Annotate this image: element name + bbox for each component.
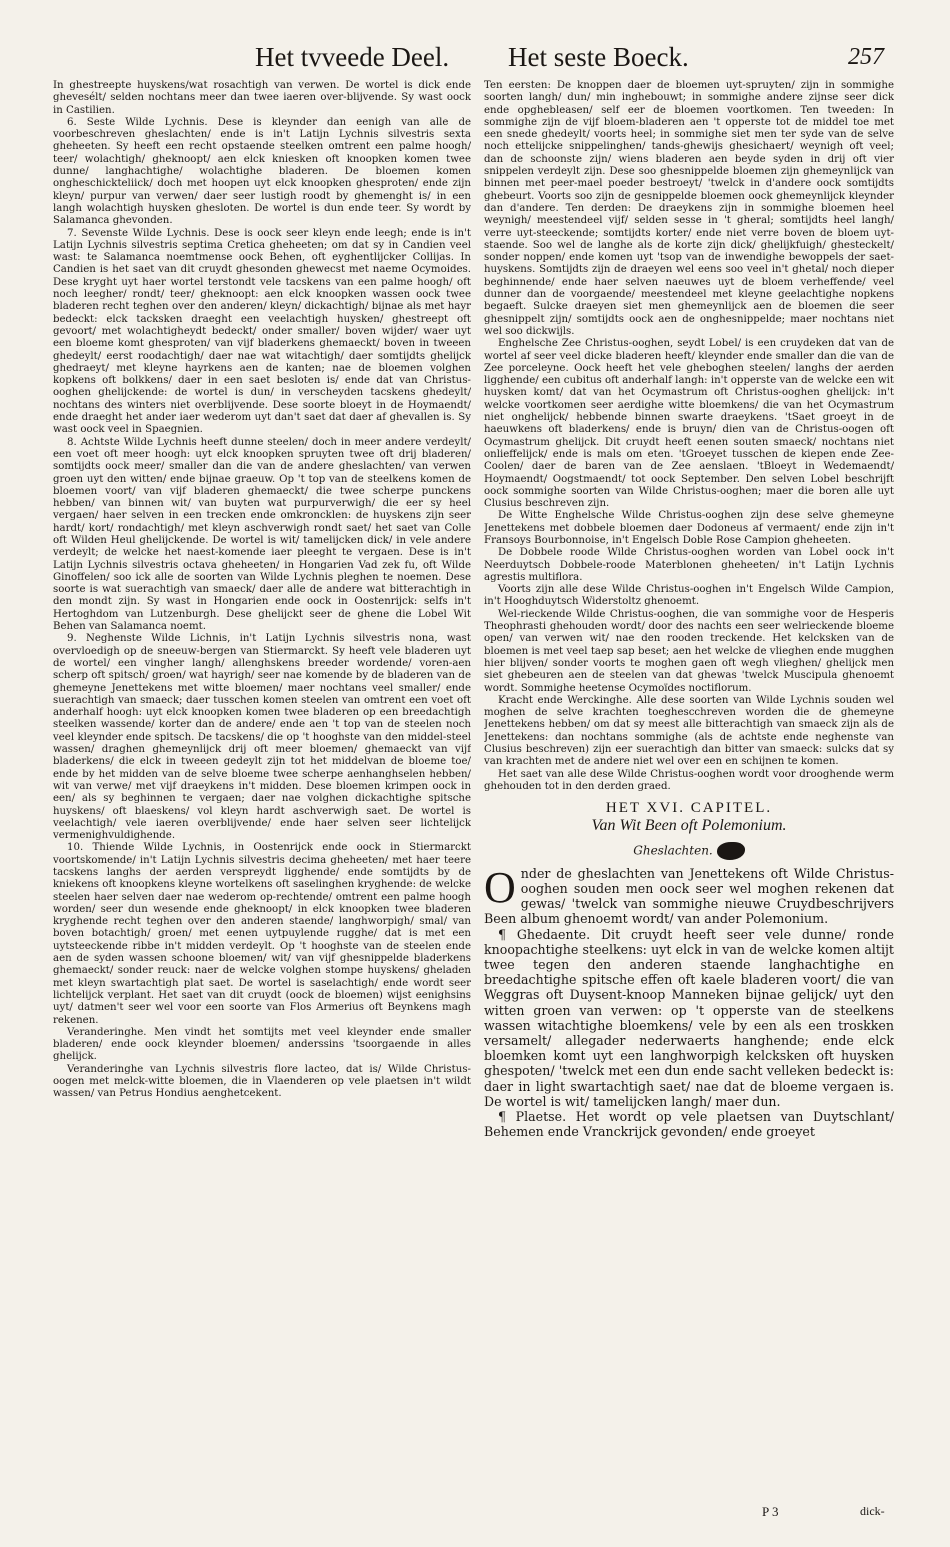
paragraph: In ghestreepte huyskens/wat rosachtigh van verwen. De wortel is dick ende ghevesélt/ selden nochtans meer dan twee iaeren over-blijvende. Sy wast oock in Castilien. [53, 80, 471, 116]
paragraph: Enghelsche Zee Christus-ooghen, seydt Lobel/ is een cruydeken dat van de wortel af seer veel dicke bladeren heeft/ kleynder ende smaller dan die van de Zee porceleyne. Oock heeft het vele gheboghen steelen/ langhs der aerden ligghende/ een cubitus oft anderhalf langh: in't opperste van de welcke een wit huysken komt/ dat van het Ocymastrum oft Christus-ooghen ghelijck: in't welcke voortkomen seer aerdighe witte bloemkens/ die van het Ocymastrum niet onghelijck/ hebbende binnen swarte draeykens. 'tSaet groeyt in de haeuwkens oft bladerkens/ ende is bruyn/ dien van de Christus-oogen oft Ocymastrum ghelijck. Dit cruydt heeft eenen souten smaeck/ nochtans niet onlieffelijck/ ende is mals om eten. 'tGroeyet tusschen de kiepen ende Zee-Coolen/ daer de baren van de Zee aenslaen. 'tBloeyt in Wedemaendt/ Hoymaendt/ Oogstmaendt/ tot oock September. Den selven Lobel beschrijft oock sommighe soorten van Wilde Christus-ooghen; maer die boren alle uyt Clusius beschreven zijn. [484, 338, 894, 510]
paragraph: 10. Thiende Wilde Lychnis, in Oostenrijck ende oock in Stiermarckt voortskomende/ in't Latijn Lychnis silvestris decima gheheeten/ met haer teere tacskens langhs der aerden verspreydt ligghende/ ende somtijdts by de kniekens oft knoopkens kleyne wortelkens oft saselinghen kryghende: de welcke steelen haer selven daer nae wederom op-rechtende/ omtrent een palme hoogh worden/ seer dun wesende ende gheknoopt/ in elck knoopken twee bladeren kryghende recht teghen over den anderen staende/ langhworpigh/ smal/ van boven botachtigh/ groen/ met eenen uytpuylende rugghe/ dat is met een uytsteeckende ribbe in't midden verdeylt. Op 't hooghste van de steelen ende aen de syden wassen schoone bloemen/ wit/ van vijf ghesnippelde bladerkens ghemaeckt/ sonder reuck: naer de welcke volghen stompe huyskens/ gheladen met kleyn swartachtigh plat saet. De wortel is saselachtigh/ ende wordt seer lichtelijck verplant. Het saet van dit cruydt (oock de bloemen) wijst eenighsins uyt/ datmen't seer wel voor een soorte van Flos Armerius oft Beynkens magh rekenen. [53, 842, 471, 1026]
right-column [484, 80, 894, 1490]
paragraph: ¶ Plaetse. Het wordt op vele plaetsen van Duytschlant/ Behemen ende Vranckrijck gevonden/ ende groeyet [484, 1109, 894, 1140]
chapter-heading: HET XVI. CAPITEL. [605, 800, 773, 817]
paragraph: Ten eersten: De knoppen daer de bloemen uyt-spruyten/ zijn in sommighe soorten langh/ dun/ min inghebouwt; in sommighe andere zijnse seer dick ende opghebleasen/ self eer de bloemen voortkomen. Ten tweeden: In sommighe zijn de vijf bloem-bladeren aen 't opperste tot de middel toe met een snede ghedeylt/ voorts heel; in sommighe siet men ter syde van de selve noch ettelijcke snippelinghen/ tands-ghewijs ghesichaert/ weynigh oft veel; dan de schoonste zijn/ wiens bladeren aen beyde syden in drij oft vier snippelen verdeylt zijn. Dese soo ghesnippelde bloemen zijn ghemeynlijck van binnen met peer-mael poeder bestroeyt/ 'twelck in d'andere oock somtijdts ghebeurt. Voorts soo zijn de gesnippelde bloemen oock ghemeynlijck kleynder dan d'andere. Ten derden: De draeykens zijn in sommighe bloemen heel weynigh/ meestendeel vijf/ selden sesse in 't gheral; somtijdts heel langh/ verre uyt-steeckende; somtijdts korter/ ende niet verre boven de bloem uyt-staende. Soo wel de langhe als de korte zijn dick/ ghelijkfuigh/ ghesteckelt/ sonder noppen/ ende komen uyt 'tsop van de inwendighe bewoppels der saet-huyskens. Somtijdts zijn de draeyen wel eens soo veel in't ghetal/ noch dieper beghinnende/ ende haer selven naeuwes uyt de bloem verheffende/ veel dunner dan de voorgaende/ meestendeel met kleyne geelachtighe nopkens begaeft. Sulcke draeyen siet men ghemeynlijck aen de bloemen die seer ghesnippelt zijn/ somtijdts oock aen de onghesnippelde; maer nochtans niet wel soo dickwijls. [484, 80, 894, 337]
page-number: 257 [848, 44, 884, 70]
paragraph: De Witte Enghelsche Wilde Christus-ooghen zijn dese selve ghemeyne Jenettekens met dobbele bloemen daer Dodoneus af vermaent/ ende zijn in't Fransoys Bourbonnoise, in't Engelsch Doble Rose Campion gheheeten. [484, 510, 894, 546]
section-subheading [484, 842, 894, 860]
subheading-text: Gheslachten. [633, 843, 713, 858]
paragraph: De Dobbele roode Wilde Christus-ooghen worden van Lobel oock in't Neerduytsch Dobbele-roode Materblonen gheheeten/ in't Latijn Lychnis agrestis multiflora. [484, 547, 894, 583]
chapter-title: Van Wit Been oft Polemonium. [591, 816, 787, 834]
signature-mark: P 3 [762, 1504, 779, 1519]
paragraph: ¶ Ghedaente. Dit cruydt heeft seer vele dunne/ ronde knoopachtighe steelkens: uyt elck in van de welcke komen altijt twee tegen den anderen staende langhachtighe en breedachtighe spitsche effen oft kaele bladeren voort/ die van Weggras oft Duysent-knoop Manneken bijnae gelijck/ uyt den witten groen van verwen: op 't opperste van de steelkens wassen witachtighe bloemkens/ vele by een als een troskken versamelt/ allegader nederwaerts hanghende; ende elck bloemken komt uyt een langhworpigh kelcksken oft huysken ghespoten/ 'twelck met een dun ende sacht velleken bedeckt is: daer in light swartachtigh saet/ nae dat de bloeme vergaen is. De wortel is wit/ tamelijcken langh/ maer dun. [484, 926, 894, 1109]
opening-text: nder de gheslachten van Jenettekens oft Wilde Christus-ooghen souden men oock seer wel moghen rekenen dat gewas/ 'twelck van sommighe nieuwe Cruydbeschrijvers Been album ghenoemt wordt/ van ander Polemonium. [484, 865, 894, 927]
paragraph: Voorts zijn alle dese Wilde Christus-ooghen in't Engelsch Wilde Campion, in't Hooghduytsch Widerstoltz ghenoemt. [484, 584, 894, 608]
left-column [53, 80, 471, 1490]
paragraph: Veranderinghe. Men vindt het somtijts met veel kleynder ende smaller bladeren/ ende oock kleynder bloemen/ anderssins 'tsoorgaende in alles ghelijck. [53, 1026, 471, 1063]
paragraph: 8. Achtste Wilde Lychnis heeft dunne steelen/ doch in meer andere verdeylt/ een voet oft meer hoogh: uyt elck knoopken spruyten twee oft drij bladeren/ somtijdts oock meer/ smaller dan die van de andere gheslachten/ van verwen groen uyt den witten/ ende bijnae graeuw. Op 't top van de steelkens komen de bloemen voort/ van vijf bladeren ghemaeckt/ die twee scherpe punckens hebben/ van binnen wit/ van buyten wat purpurverwigh/ die eer sy heel vergaen/ haer selven in een trecken ende omkroncklen: de huyskens zijn seer hardt/ kort/ rondachtigh/ met kleyn aschverwigh rondt saet/ het saet van Colle oft Wilden Heul ghelijckende. De wortel is wit/ tamelijcken dick/ in vele andere verdeylt; de welcke het naest-komende iaer pleeght te vergaen. Dese is in't Latijn Lychnis silvestris octava gheheeten/ in Hongarien Vad zek fu, oft Wilde Ginoffelen/ soo ick alle de soorten van Wilde Lychnis pleghen te noemen. Dese soorte is wat suerachtigh van smaeck/ daer alle de andere wat bitterachtigh in den mondt zijn. Sy wast in Hongarien ende oock in Oostenrijck: selfs in't Hertoghdom van Lutzenburgh. Dese ghelijckt seer de ghene die Lobel Wit Behen van Salamanca noemt. [53, 436, 471, 633]
paragraph: 9. Neghenste Wilde Lichnis, in't Latijn Lychnis silvestris nona, wast overvloedigh op de sneeuw-bergen van Stiermarckt. Sy heeft vele bladeren uyt de wortel/ een vingher langh/ allenghskens breeder wordende/ voren-aen scherp oft spitsch/ groen/ wat hayrigh/ seer nae komende by de bladeren van de ghemeyne Jenettekens met witte bloemen/ maer nochtans veel smaller/ ende suerachtigh van smaeck; daer tusschen komen steelen van omtrent een voet oft anderhalf hoogh: uyt elck knoopken komen twee bladeren op een breedachtigh steelken wassende/ korter dan de andere/ ende aen 't top van de steelen noch veel kleynder ende spitsch. De tacskens/ die op 't hooghste van den middel-steel wassen/ draghen ghemeynlijck drij oft meer bloemen/ ghemaeckt van vijf bladerkens/ die elck in tweeen gedeylt zijn tot het middelvan de bloeme toe/ ende by het midden van de selve bloeme twee scherpe aenhanghselen hebben/ wit van verwe/ met vijf draeykens in't midden. Dese bloemen krimpen oock in een/ als sy beghinnen te vergaen; daer nae volghen dickachtighe spitsche huyskens/ oft blaeskens/ vol kleyn hardt aschverwigh saet. De wortel is veelachtigh/ vele iaeren overblijvende/ ende haer selven seer lichtelijck vermenighvuldighende. [53, 633, 471, 842]
paragraph: Wel-rieckende Wilde Christus-ooghen, die van sommighe voor de Hesperis Theophrasti ghehouden wordt/ door des nachts een seer welrieckende bloeme open/ van verwen wit/ nae den rooden treckende. Het kelcksken van de bloemen is met veel taep sap beset; aen het welcke de vlieghen ende mugghen hier blijven/ sonder voorts te moghen gaen oft wegh vlieghen/ ghelijck men siet ghebeuren aen de steelen van dat ghewas 'twelck Muscipula ghenoemt wordt. Sommighe heetense Ocymoïdes noctiflorum. [484, 608, 894, 694]
ink-blot [717, 842, 745, 860]
paragraph: Kracht ende Werckinghe. Alle dese soorten van Wilde Lychnis souden wel moghen de selve krachten toeghescchreven worden die de ghemeyne Jenettekens hebben/ om dat sy meest alle bitterachtigh van smaeck zijn als de Jenettekens: dan nochtans sommighe (als de achtste ende neghenste van Clusius beschreven) zijn eer suerachtigh dan bitter van smaeck: sulcks dat sy van krachten met de andere niet wel over een en schijnen te komen. [484, 694, 894, 768]
running-head-right: Het seste Boeck. [508, 42, 689, 72]
chapter-body [484, 862, 894, 1140]
running-head-left: Het tvveede Deel. [255, 42, 450, 72]
catchword: dick- [860, 1504, 885, 1518]
paragraph: Het saet van alle dese Wilde Christus-ooghen wordt voor drooghende werm ghehouden tot in den derden graed. [484, 768, 894, 792]
paragraph: 7. Sevenste Wilde Lychnis. Dese is oock seer kleyn ende leegh; ende is in't Latijn Lychnis silvestris septima Cretica gheheeten; om dat sy in Candien veel wast: te Salamanca noemtmense oock Behen, oft eyghentlijcker Collijas. In Candien is het saet van dit cruydt ghesonden ghewecst met naeme Ocymoides. Dese kryght uyt haer wortel terstondt vele tacskens van een palme hoogh/ oft noch leegher/ rondt/ teer/ gheknoopt: aen elck knoopken wassen oock twee bladeren recht teghen over den anderen/ kleyn/ dickachtigh/ bijnae als met hayr bedeckt: elck tacksken draeght een veelachtigh huysken/ ghestreept oft gevoort/ met wolachtigheydt bedeckt/ onder smaller/ boven wijder/ waer uyt een bloeme komt ghesproten/ van vijf bladerkens ghemaeckt/ boven in tweeen ghedeylt/ eerst roodachtigh/ daer nae wat witachtigh/ daer somtijdts ghelijck ghedraeyt/ met kleyne hayrkens aen de kanten; nae de bloemen volghen kopkens oft bolkkens/ daer in een saet besloten is/ ende dat van Christus-ooghen ghelijckende: de wortel is dun/ in verscheyden tacskens ghedeylt/ nochtans des winters niet overblijvende. Dese soorte bloeyt in de Hoymaendt/ ende draeght het ander iaer wederom uyt dan't saet dat daer af ghevallen is. Sy wast oock veel in Spaegnien. [53, 227, 471, 436]
running-header [0, 42, 950, 72]
paragraph: Veranderinghe van Lychnis silvestris flore lacteo, dat is/ Wilde Christus-oogen met melck-witte bloemen, die in Vlaenderen op vele plaetsen in't wildt wassen/ van Petrus Hondius aenghetcekent. [53, 1063, 471, 1100]
drop-cap: O [484, 862, 516, 912]
paragraph: 6. Seste Wilde Lychnis. Dese is kleynder dan eenigh van alle de voorbeschreven gheslachten/ ende is in't Latijn Lychnis silvestris sexta gheheeten. Sy heeft een recht opstaende steelken omtrent een palme hoogh/ teer/ wolachtigh/ gheknoopt/ aen elck kniesken oft knoopken komen twee dunne/ langhachtighe/ wolachtighe bladeren. De bloemen komen ongheschickteliick/ doch met hoopen uyt elck knoopken ghesproten/ ende zijn kleyn/ purpur van verwen/ daer seer lustigh roodt by ghemenght is/ in een langh wolachtigh huysken ghesloten. De wortel is dun ende teer. Sy wordt by Salamanca ghevonden. [53, 116, 471, 227]
paragraph-opening [484, 862, 894, 927]
